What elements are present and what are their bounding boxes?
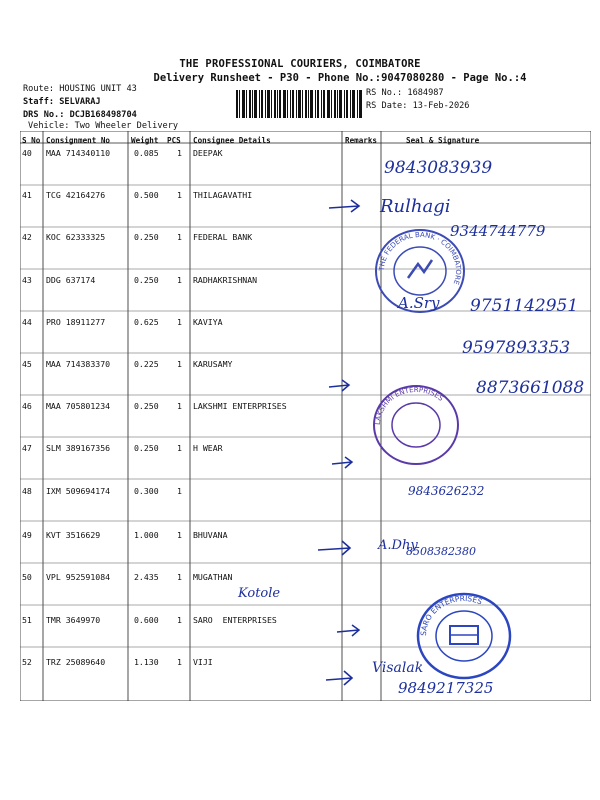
row-pcs: 1 <box>177 572 182 582</box>
row-pcs: 1 <box>177 443 182 453</box>
row-consignee: MUGATHAN <box>193 572 233 582</box>
row-consignment: MAA 714383370 <box>46 359 111 369</box>
row-sno: 51 <box>22 615 32 625</box>
row-pcs: 1 <box>177 615 182 625</box>
col-header-consignee: Consignee Details <box>193 136 271 145</box>
row-sno: 47 <box>22 443 32 453</box>
row-sno: 40 <box>22 148 32 158</box>
row-sno: 43 <box>22 275 32 285</box>
rs-date: RS Date: 13-Feb-2026 <box>366 101 470 111</box>
row-pcs: 1 <box>177 317 182 327</box>
row-pcs: 1 <box>177 486 182 496</box>
lakshmi-stamp-icon <box>370 382 462 468</box>
row-pcs: 1 <box>177 232 182 242</box>
row-consignee: FEDERAL BANK <box>193 232 253 242</box>
row-sno: 48 <box>22 486 32 496</box>
row-consignment: KOC 62333325 <box>46 232 106 242</box>
row-pcs: 1 <box>177 148 182 158</box>
col-header-seal: Seal & Signature <box>406 136 480 145</box>
route-label: Route: HOUSING UNIT 43 <box>23 84 137 94</box>
row-consignment: MAA 714340110 <box>46 148 111 158</box>
arrow-icon <box>325 196 365 218</box>
row-consignee: LAKSHMI ENTERPRISES <box>193 401 287 411</box>
col-header-consignment: Consignment No <box>46 136 111 145</box>
row-weight: 0.250 <box>134 232 159 242</box>
col-header-weight: Weight <box>131 136 159 145</box>
handwritten-signature-43: A.Sry <box>398 294 440 312</box>
row-consignee: KARUSAMY <box>193 359 233 369</box>
row-weight: 0.500 <box>134 190 159 200</box>
handwritten-phone-49: 8508382380 <box>406 545 476 558</box>
handwritten-remark-50: Kotole <box>238 586 281 601</box>
row-consignee: DEEPAK <box>193 148 223 158</box>
row-consignment: SLM 389167356 <box>46 443 111 453</box>
handwritten-signature-41: Rulhagi <box>380 196 451 217</box>
arrow-icon <box>328 452 358 474</box>
col-header-remarks: Remarks <box>345 136 378 145</box>
lakshmi-stamp-text: LAKSHMI ENTERPRISES <box>373 385 445 426</box>
handwritten-phone-48: 9843626232 <box>408 484 485 498</box>
row-consignee: VIJI <box>193 657 213 667</box>
arrow-icon <box>314 536 360 562</box>
row-sno: 41 <box>22 190 32 200</box>
row-consignment: PRO 18911277 <box>46 317 106 327</box>
row-consignment: DDG 637174 <box>46 275 96 285</box>
handwritten-signature-49: A.Dhy <box>378 538 418 553</box>
row-weight: 1.130 <box>134 657 159 667</box>
row-pcs: 1 <box>177 530 182 540</box>
runsheet-subtitle: Delivery Runsheet - P30 - Phone No.:9047080280 - Page No.:4 <box>153 72 527 84</box>
row-consignee: KAVIYA <box>193 317 223 327</box>
row-weight: 0.600 <box>134 615 159 625</box>
row-consignee: BHUVANA <box>193 530 228 540</box>
row-weight: 1.000 <box>134 530 159 540</box>
handwritten-phone-52: 9849217325 <box>398 679 494 697</box>
saro-stamp-icon <box>414 590 514 682</box>
row-sno: 46 <box>22 401 32 411</box>
arrow-icon <box>333 620 367 642</box>
row-sno: 44 <box>22 317 32 327</box>
row-sno: 42 <box>22 232 32 242</box>
row-consignee: SARO ENTERPRISES <box>193 615 277 625</box>
row-consignment: VPL 952591084 <box>46 572 111 582</box>
row-consignment: KVT 3516629 <box>46 530 101 540</box>
handwritten-phone-42: 9344744779 <box>450 222 546 240</box>
vehicle-label: Vehicle: Two Wheeler Delivery <box>28 121 179 131</box>
row-consignment: IXM 509694174 <box>46 486 111 496</box>
row-pcs: 1 <box>177 190 182 200</box>
row-pcs: 1 <box>177 275 182 285</box>
row-sno: 49 <box>22 530 32 540</box>
row-consignment: MAA 705801234 <box>46 401 111 411</box>
svg-text:LAKSHMI ENTERPRISES <box>374 386 445 425</box>
row-consignee: H WEAR <box>193 443 223 453</box>
row-sno: 45 <box>22 359 32 369</box>
row-pcs: 1 <box>177 359 182 369</box>
row-weight: 0.085 <box>134 148 159 158</box>
row-consignment: TRZ 25089640 <box>46 657 106 667</box>
saro-stamp-text: SARO ENTERPRISES <box>418 593 484 637</box>
handwritten-phone-46: 8873661088 <box>476 378 585 398</box>
row-weight: 0.250 <box>134 401 159 411</box>
handwritten-phone-45: 9597893353 <box>462 338 571 358</box>
col-header-pcs: PCS <box>167 136 181 145</box>
row-pcs: 1 <box>177 401 182 411</box>
arrow-icon <box>325 375 355 397</box>
handwritten-phone-40: 9843083939 <box>384 158 493 178</box>
row-weight: 0.225 <box>134 359 159 369</box>
row-sno: 50 <box>22 572 32 582</box>
row-consignment: TMR 3649970 <box>46 615 101 625</box>
row-weight: 2.435 <box>134 572 159 582</box>
row-consignee: THILAGAVATHI <box>193 190 253 200</box>
svg-text:SARO ENTERPRISES <box>419 594 484 636</box>
row-consignee: RADHAKRISHNAN <box>193 275 258 285</box>
staff-label: Staff: SELVARAJ <box>23 97 101 107</box>
federal-stamp-text: THE FEDERAL BANK · COIMBATORE <box>377 230 463 286</box>
row-weight: 0.250 <box>134 443 159 453</box>
arrow-icon <box>322 665 362 691</box>
handwritten-phone-44: 9751142951 <box>470 296 579 316</box>
company-title: THE PROFESSIONAL COURIERS, COIMBATORE <box>179 58 421 70</box>
col-header-sno: S No <box>22 136 41 145</box>
row-pcs: 1 <box>177 657 182 667</box>
handwritten-signature-52: Visalak <box>372 660 424 676</box>
row-weight: 0.250 <box>134 275 159 285</box>
row-weight: 0.625 <box>134 317 159 327</box>
row-weight: 0.300 <box>134 486 159 496</box>
drs-number: DRS No.: DCJB168498704 <box>23 110 137 120</box>
rs-number: RS No.: 1684987 <box>366 88 444 98</box>
row-sno: 52 <box>22 657 32 667</box>
barcode-icon <box>236 90 362 118</box>
row-consignment: TCG 42164276 <box>46 190 106 200</box>
